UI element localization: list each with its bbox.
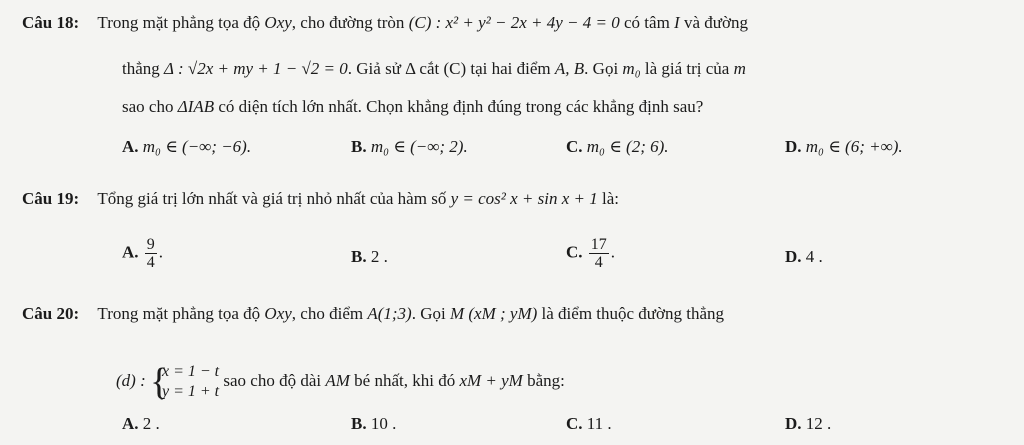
q19-label: Câu 19: <box>22 189 80 208</box>
q18-line2-text2: . Giả sử Δ cắt (C) tại hai điểm <box>347 59 551 78</box>
q18-center-I: I <box>674 13 680 32</box>
q20-text: Trong mặt phẳng tọa độ <box>97 304 261 323</box>
q19-option-c-fraction: $\frac{17}{4}$ <box>590 236 607 271</box>
q18-circle-eq: (C) : x² + y² − 2x + 4y − 4 = 0 <box>408 13 620 32</box>
q19-function: y = cos² x + sin x + 1 <box>450 189 598 208</box>
q18-option-b[interactable]: B. m₀ ∈ (−∞; 2). <box>351 137 468 156</box>
q20-oxy: Oxy <box>264 304 292 323</box>
q18-text3: có tâm <box>624 13 670 32</box>
q20-line2 <box>116 358 565 406</box>
q19-option-a-fraction: $\frac{9}{4}$ <box>146 236 155 271</box>
q19-text2: là: <box>601 189 619 208</box>
q18-m0: m₀ <box>622 59 641 78</box>
q19-option-b[interactable]: B. 2 . <box>351 247 388 266</box>
q18-line2-text: thẳng <box>122 59 160 78</box>
q18-line3-text: sao cho <box>122 97 174 116</box>
q20-line-d: (d) : <box>116 371 146 390</box>
q18-text: Trong mặt phẳng tọa độ <box>97 13 261 32</box>
q20-line1 <box>22 303 724 325</box>
q20-sum: xM + yM <box>459 371 523 390</box>
q20-option-b[interactable]: B. 10 . <box>351 414 397 433</box>
q20-system-row2: y = 1 + t <box>161 383 220 401</box>
q20-point-A: A(1;3) <box>367 304 412 323</box>
q20-system <box>150 362 219 402</box>
q20-option-c[interactable]: C. 11 . <box>566 414 612 433</box>
q18-line1 <box>22 12 748 34</box>
q18-m: m <box>733 59 746 78</box>
q18-triangle: ΔIAB <box>177 97 215 116</box>
q18-line2 <box>122 58 746 80</box>
q20-AM: AM <box>325 371 350 390</box>
q18-option-a[interactable]: A. m₀ ∈ (−∞; −6). <box>122 137 252 156</box>
q20-text2: , cho điểm <box>291 304 364 323</box>
q18-label: Câu 18: <box>22 13 80 32</box>
q18-option-c[interactable]: C. m₀ ∈ (2; 6). <box>566 137 669 156</box>
q19-text: Tổng giá trị lớn nhất và giá trị nhỏ nhất của hàm số <box>97 189 447 208</box>
q18-line2-text4: là giá trị của <box>644 59 730 78</box>
q19-option-d[interactable]: D. 4 . <box>785 247 823 266</box>
q18-delta-eq: Δ : √2x + my + 1 − √2 = 0 <box>164 59 348 78</box>
q20-text6: bé nhất, khi đó <box>354 371 456 390</box>
q20-text5: sao cho độ dài <box>223 371 322 390</box>
q18-line2-text3: . Gọi <box>584 59 619 78</box>
q18-points-AB: A, B <box>554 59 585 78</box>
q18-line3 <box>122 96 703 118</box>
brace-icon: { <box>149 361 169 404</box>
q19-line1 <box>22 188 619 210</box>
q18-oxy: Oxy <box>264 13 292 32</box>
q18-option-d[interactable]: D. m₀ ∈ (6; +∞). <box>785 137 903 156</box>
q20-point-M: M (xM ; yM) <box>449 304 538 323</box>
q20-text4: là điểm thuộc đường thẳng <box>541 304 725 323</box>
q20-text3: . Gọi <box>411 304 446 323</box>
q18-text2: , cho đường tròn <box>291 13 405 32</box>
q20-text7: bằng: <box>527 371 565 390</box>
q20-system-row1: x = 1 − t <box>161 363 220 381</box>
q19-option-c[interactable]: C. $\frac{17}{4}$ . <box>566 236 616 271</box>
q20-label: Câu 20: <box>22 304 80 323</box>
q19-option-a[interactable]: A. $\frac{9}{4}$ . <box>122 236 164 271</box>
q18-text4: và đường <box>683 13 748 32</box>
q18-line3-text2: có diện tích lớn nhất. Chọn khẳng định đúng trong các khẳng định sau? <box>218 97 704 116</box>
q20-option-a[interactable]: A. 2 . <box>122 414 160 433</box>
q20-option-d[interactable]: D. 12 . <box>785 414 832 433</box>
